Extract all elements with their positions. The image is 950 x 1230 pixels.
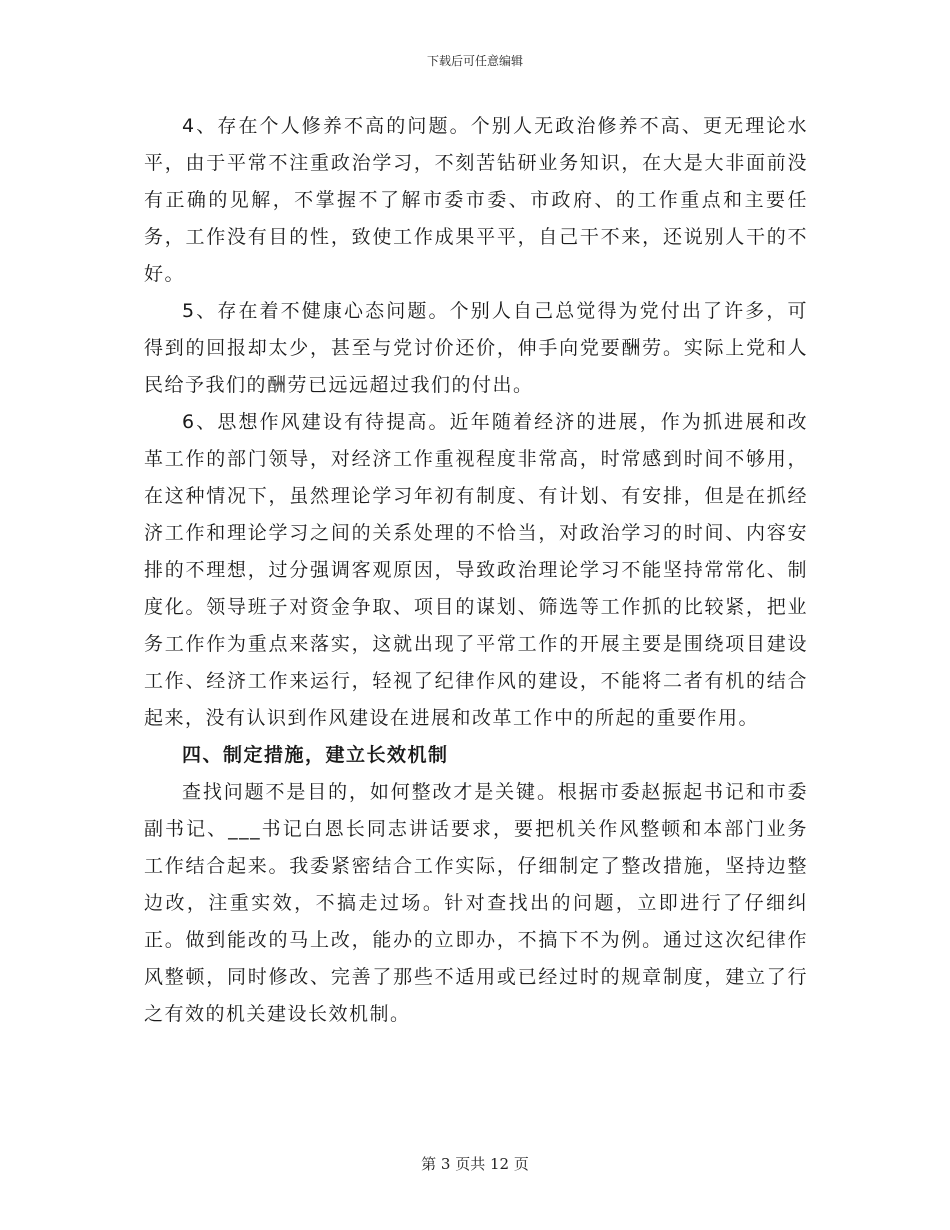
paragraph-measures: 查找问题不是目的，如何整改才是关键。根据市委赵振起书记和市委副书记、___书记白恩长同志讲话要求，要把机关作风整顿和本部门业务工作结合起来。我委紧密结合工作实际，仔细制定了整改措施，坚持边整边改，注重实效，不搞走过场。针对查找出的问题，立即进行了仔细纠正。做到能改的马上改，能办的立即办，不搞下不为例。通过这次纪律作风整顿，同时修改、完善了那些不适用或已经过时的规章制度，建立了行之有效的机关建设长效机制。 [144, 781, 808, 1025]
page-footer: 第 3 页共 12 页 [421, 1155, 529, 1173]
paragraph-item-6: 6、思想作风建设有待提高。近年随着经济的进展，作为抓进展和改革工作的部门领导，对经济工作重视程度非常高，时常感到时间不够用，在这种情况下，虽然理论学习年初有制度、有计划、有安排，但是在抓经济工作和理论学习之间的关系处理的不恰当，对政治学习的时间、内容安排的不理想，过分强调客观原因，导致政治理论学习不能坚持常常化、制度化。领导班子对资金争取、项目的谋划、筛选等工作抓的比较紧，把业务工作作为重点来落实，这就出现了平常工作的开展主要是围绕项目建设工作、经济工作来运行，轻视了纪律作风的建设，不能将二者有机的结合起来，没有认识到作风建设在进展和改革工作中的所起的重要作用。 [144, 411, 808, 729]
paragraph-item-5: 5、存在着不健康心态问题。个别人自己总觉得为党付出了许多，可得到的回报却太少，甚至与党讨价还价，伸手向党要酬劳。实际上党和人民给予我们的酬劳已远远超过我们的付出。 [144, 300, 808, 396]
paragraph-item-4: 4、存在个人修养不高的问题。个别人无政治修养不高、更无理论水平，由于平常不注重政治学习，不刻苦钻研业务知识，在大是大非面前没有正确的见解，不掌握不了解市委市委、市政府、的工作重点和主要任务，工作没有目的性，致使工作成果平平，自己干不来，还说别人干的不好。 [144, 115, 808, 285]
document-body [144, 108, 808, 1033]
page-header: 下载后可任意编辑 [426, 54, 523, 68]
section-heading-4: 四、制定措施，建立长效机制 [182, 744, 449, 766]
